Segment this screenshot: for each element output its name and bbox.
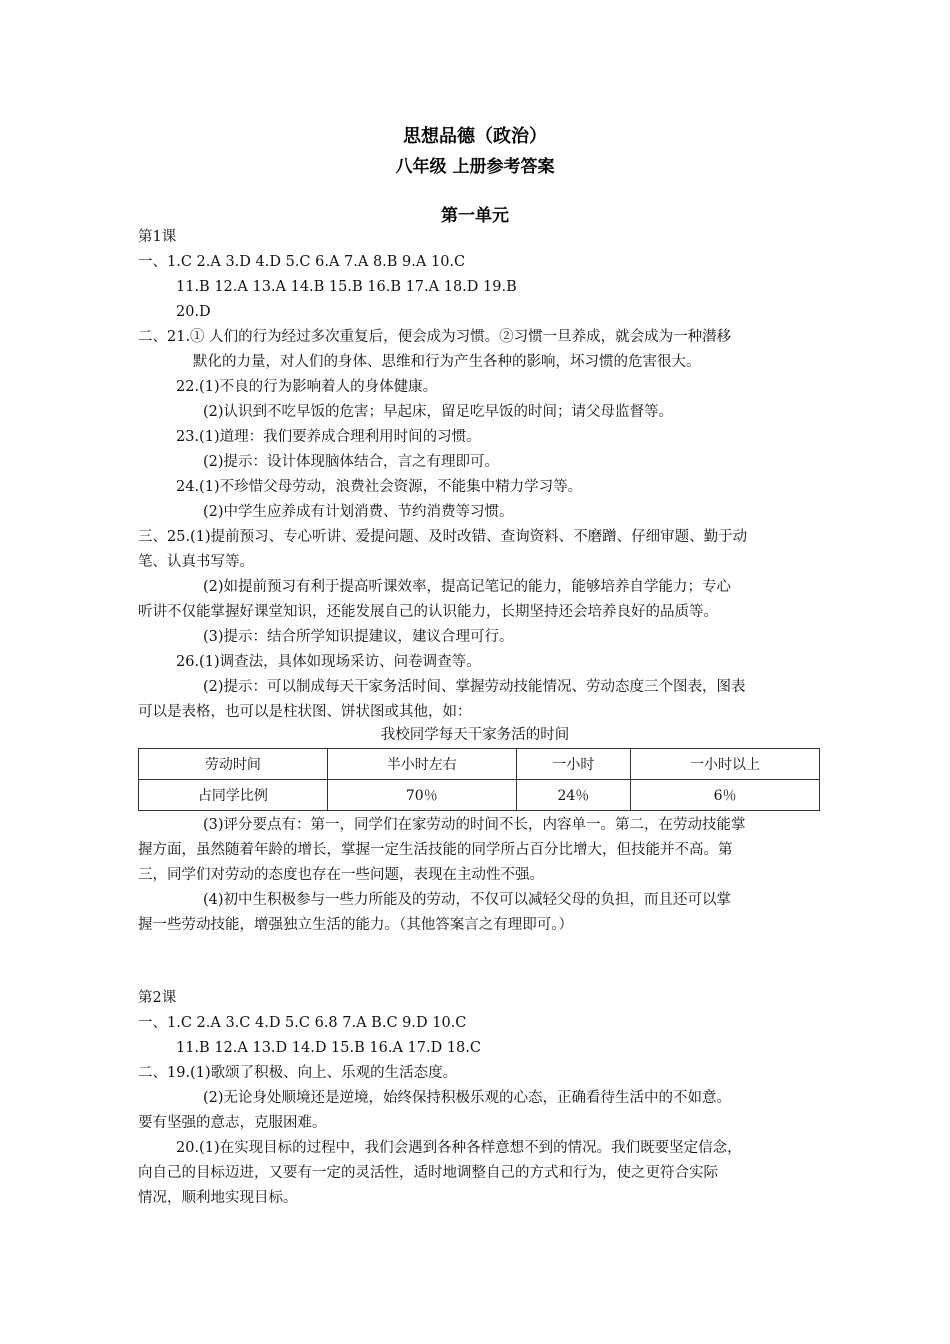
answer-line: (2)提示：设计体现脑体结合，言之有理即可。 bbox=[203, 454, 500, 470]
table-cell: 占同学比例 bbox=[139, 780, 328, 811]
answer-line: 握一些劳动技能，增强独立生活的能力。（其他答案言之有理即可。） bbox=[138, 917, 573, 933]
answer-line: 一、1.C 2.A 3.D 4.D 5.C 6.A 7.A 8.B 9.A 10.C bbox=[138, 254, 466, 270]
answer-line: 一、1.C 2.A 3.C 4.D 5.C 6.8 7.A B.C 9.D 10.C bbox=[138, 1015, 467, 1031]
document-subtitle: 八年级 上册参考答案 bbox=[395, 157, 555, 177]
answer-line: 二、21.① 人们的行为经过多次重复后，便会成为习惯。②习惯一旦养成，就会成为一种潜移 bbox=[138, 329, 732, 345]
answer-line: 二、19.(1)歌颂了积极、向上、乐观的生活态度。 bbox=[138, 1065, 458, 1081]
table-cell: 6％ bbox=[631, 780, 820, 811]
table-cell: 一小时以上 bbox=[631, 749, 820, 780]
table-cell: 一小时 bbox=[516, 749, 630, 780]
lesson-heading: 第1课 bbox=[138, 229, 177, 245]
answer-line: (3)评分要点有：第一，同学们在家劳动的时间不长，内容单一。第二，在劳动技能掌 bbox=[203, 817, 746, 833]
answer-line: (2)提示：可以制成每天干家务活时间、掌握劳动技能情况、劳动态度三个图表，图表 bbox=[203, 679, 746, 695]
housework-table bbox=[138, 748, 820, 811]
answer-line: (2)中学生应养成有计划消费、节约消费等习惯。 bbox=[203, 504, 514, 520]
table-row bbox=[139, 780, 820, 811]
answer-line: 向自己的目标迈进，又要有一定的灵活性，适时地调整自己的方式和行为，使之更符合实际 bbox=[138, 1165, 718, 1181]
table-header-row bbox=[139, 749, 820, 780]
answer-line: 握方面，虽然随着年龄的增长，掌握一定生活技能的同学所占百分比增大，但技能并不高。第 bbox=[138, 842, 733, 858]
answer-line: (4)初中生积极参与一些力所能及的劳动，不仅可以减轻父母的负担，而且还可以掌 bbox=[203, 892, 732, 908]
answer-line: 20.D bbox=[176, 304, 211, 320]
answer-line: 20.(1)在实现目标的过程中，我们会遇到各种各样意想不到的情况。我们既要坚定信念， bbox=[176, 1140, 742, 1156]
answer-line: 三，同学们对劳动的态度也存在一些问题，表现在主动性不强。 bbox=[138, 867, 544, 883]
answer-line: 要有坚强的意志，克服困难。 bbox=[138, 1115, 327, 1131]
answer-line: 听讲不仅能掌握好课堂知识，还能发展自己的认识能力，长期坚持还会培养良好的品质等。 bbox=[138, 604, 718, 620]
answer-line: 23.(1)道理：我们要养成合理利用时间的习惯。 bbox=[176, 429, 481, 445]
answer-line: 情况，顺利地实现目标。 bbox=[138, 1190, 298, 1206]
answer-line: 11.B 12.A 13.D 14.D 15.B 16.A 17.D 18.C bbox=[176, 1040, 481, 1056]
lesson-heading: 第2课 bbox=[138, 990, 177, 1006]
table-caption: 我校同学每天干家务活的时间 bbox=[380, 727, 570, 743]
answer-line: (2)无论身处顺境还是逆境，始终保持积极乐观的心态，正确看待生活中的不如意。 bbox=[203, 1090, 732, 1106]
document-title: 思想品德（政治） bbox=[403, 126, 547, 147]
answer-line: 三、25.(1)提前预习、专心听讲、爱提问题、及时改错、查询资料、不磨蹭、仔细审题、勤于动 bbox=[138, 529, 748, 545]
answer-line: 24.(1)不珍惜父母劳动，浪费社会资源，不能集中精力学习等。 bbox=[176, 479, 583, 495]
unit-heading: 第一单元 bbox=[441, 206, 509, 226]
table-cell: 半小时左右 bbox=[327, 749, 516, 780]
answer-line: 默化的力量，对人们的身体、思维和行为产生各种的影响，坏习惯的危害很大。 bbox=[193, 354, 701, 370]
table-cell: 24％ bbox=[516, 780, 630, 811]
answer-line: (2)认识到不吃早饭的危害；早起床，留足吃早饭的时间；请父母监督等。 bbox=[203, 404, 674, 420]
answer-line: (2)如提前预习有利于提高听课效率，提高记笔记的能力，能够培养自学能力；专心 bbox=[203, 579, 732, 595]
answer-line: 26.(1)调查法，具体如现场采访、问卷调查等。 bbox=[176, 654, 481, 670]
answer-line: 笔、认真书写等。 bbox=[138, 554, 254, 570]
answer-line: 11.B 12.A 13.A 14.B 15.B 16.B 17.A 18.D 19.B bbox=[176, 279, 517, 295]
answer-line: (3)提示：结合所学知识提建议，建议合理可行。 bbox=[203, 629, 514, 645]
table-cell: 70％ bbox=[327, 780, 516, 811]
answer-line: 22.(1)不良的行为影响着人的身体健康。 bbox=[176, 379, 438, 395]
answer-line: 可以是表格，也可以是柱状图、饼状图或其他，如： bbox=[138, 704, 472, 720]
table-cell: 劳动时间 bbox=[139, 749, 328, 780]
